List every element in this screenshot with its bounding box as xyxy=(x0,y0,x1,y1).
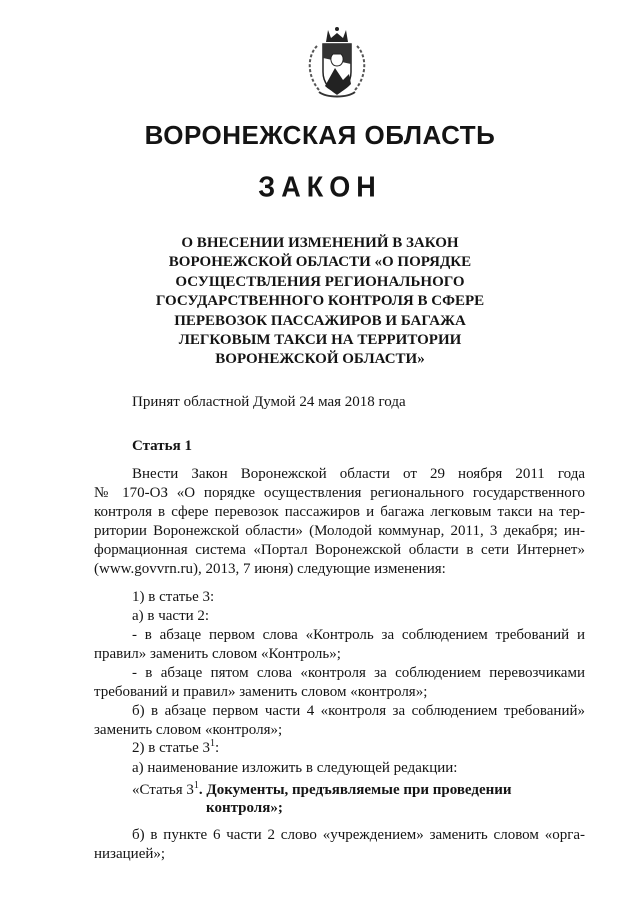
list-item: - в абзаце первом слова «Контроль за соблюдением требований и xyxy=(132,627,585,643)
list-item: б) в абзаце первом части 4 «контроля за соблюдением требований» xyxy=(132,703,585,719)
paragraph-line: контроля в сфере перевозок пассажиров и багажа легковым такси на тер- xyxy=(94,504,585,520)
list-item: правил» заменить словом «Контроль»; xyxy=(94,646,341,662)
list-item-text: : xyxy=(215,740,220,756)
superscript: 1 xyxy=(193,780,199,791)
superscript: 1 xyxy=(210,738,216,749)
list-item: заменить словом «контроля»; xyxy=(94,722,283,738)
paragraph-line: ритории Воронежской области» (Молодой коммунар, 2011, 3 декабря; ин- xyxy=(94,523,585,539)
list-item: б) в пункте 6 части 2 слово «учреждением» заменить словом «орга- xyxy=(132,827,585,843)
list-item-text: 2) в статье 3 xyxy=(132,740,211,756)
quoted-heading-text: «Статья 3 xyxy=(132,782,194,798)
list-item: требований и правил» заменить словом «контроля»; xyxy=(94,684,428,700)
document-type-heading: ЗАКОН xyxy=(258,171,382,203)
quoted-heading-bold: . Документы, предъявляемые при проведении xyxy=(198,782,512,798)
list-item: 1) в статье 3: xyxy=(132,589,215,605)
law-title-line: О ВНЕСЕНИИ ИЗМЕНЕНИЙ В ЗАКОН xyxy=(181,235,459,251)
paragraph-line: Внести Закон Воронежской области от 29 ноября 2011 года xyxy=(132,466,585,482)
law-title-line: ГОСУДАРСТВЕННОГО КОНТРОЛЯ В СФЕРЕ xyxy=(155,293,485,310)
law-title-line: ЛЕГКОВЫМ ТАКСИ НА ТЕРРИТОРИИ xyxy=(178,332,462,349)
law-title-line: ВОРОНЕЖСКОЙ ОБЛАСТИ «О ПОРЯДКЕ xyxy=(168,254,472,271)
law-title xyxy=(150,234,490,370)
voronezh-coat-of-arms-icon xyxy=(295,24,379,102)
adoption-date: Принят областной Думой 24 мая 2018 года xyxy=(132,394,406,410)
article-title: Статья 1 xyxy=(132,438,192,454)
law-title-line: ОСУЩЕСТВЛЕНИЯ РЕГИОНАЛЬНОГО xyxy=(175,273,465,290)
quoted-heading xyxy=(132,782,512,799)
quoted-heading-bold: контроля»; xyxy=(206,800,283,816)
list-item: а) наименование изложить в следующей редакции: xyxy=(132,760,458,776)
paragraph-line: (www.govvrn.ru), 2013, 7 июня) следующие изменения: xyxy=(94,561,446,577)
list-item: а) в части 2: xyxy=(132,608,210,624)
list-item xyxy=(132,740,219,757)
list-item: низацией»; xyxy=(94,846,166,862)
list-item: - в абзаце пятом слова «контроля за соблюдением перевозчиками xyxy=(132,665,585,681)
paragraph-line: формационная система «Портал Воронежской области в сети Интернет» xyxy=(94,542,585,558)
law-title-line: ПЕРЕВОЗОК ПАССАЖИРОВ И БАГАЖА xyxy=(174,312,466,329)
law-title-line: ВОРОНЕЖСКОЙ ОБЛАСТИ» xyxy=(215,351,425,368)
region-heading: ВОРОНЕЖСКАЯ ОБЛАСТЬ xyxy=(144,120,496,150)
paragraph-line: № 170-ОЗ «О порядке осуществления регионального государственного xyxy=(94,485,585,501)
